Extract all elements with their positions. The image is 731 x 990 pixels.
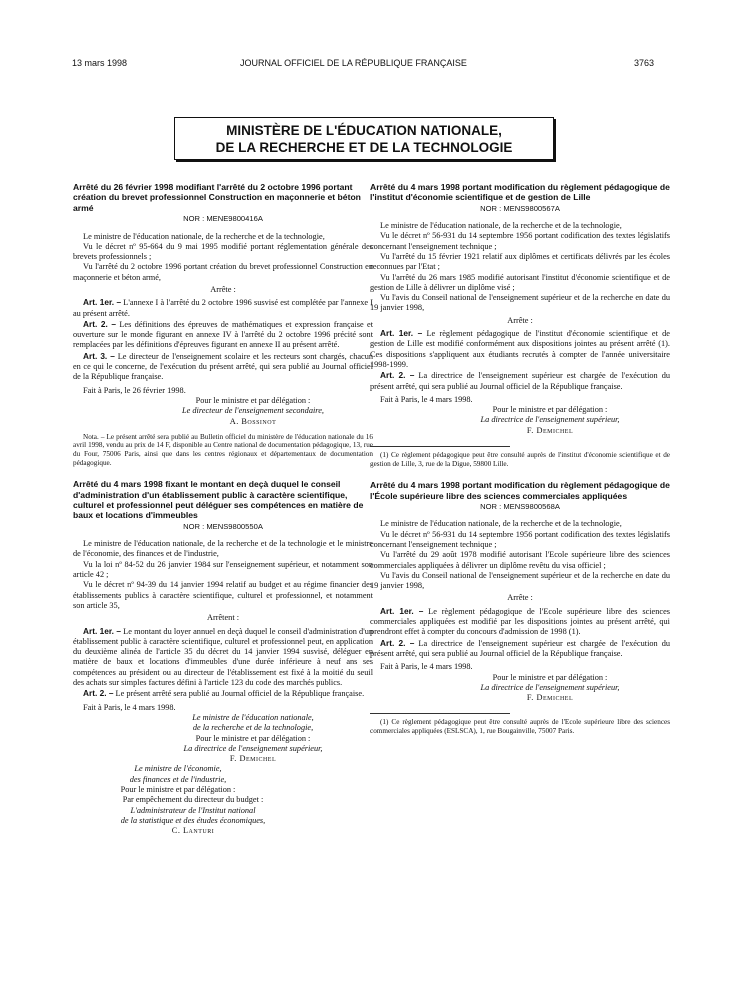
article-1	[73, 297, 373, 319]
article-2	[370, 638, 670, 660]
signature-line	[73, 806, 373, 816]
nor-reference: NOR : MENE9800416A	[183, 214, 263, 224]
signature-line: Pour le ministre et par délégation :	[195, 733, 311, 743]
signature-line: Par empêchement du directeur du budget :	[122, 795, 264, 805]
signature-line	[73, 816, 373, 826]
paragraph: Vu la loi nº 84-52 du 26 janvier 1984 sur l'enseignement supérieur, et notamment son article 42 ;	[73, 559, 373, 580]
paragraph: Vu l'arrêté du 2 octobre 1996 portant création du brevet professionnel Construction en maçonnerie et béton armé,	[73, 262, 373, 282]
signature-line	[73, 723, 373, 733]
decree-title: Arrêté du 4 mars 1998 portant modification du règlement pédagogique de l'École supérieure libre des sciences commerciales appliquées	[370, 480, 670, 501]
signature-date: Fait à Paris, le 4 mars 1998.	[380, 662, 473, 672]
ministry-heading	[174, 117, 554, 160]
article-text: Le directeur de l'enseignement scolaire et les recteurs sont chargés, chacun en ce qui le concerne, de l'exécution du présent arrêté, qui sera publié au Journal officiel de la République française.	[73, 351, 374, 382]
paragraph: Vu le décret nº 94-39 du 14 janvier 1994 relatif au budget et au régime financier des établissements publics à caractère scientifique, culturel et professionnel, et notamment son article 35,	[73, 580, 373, 610]
ministry-line-2: DE LA RECHERCHE ET DE LA TECHNOLOGIE	[215, 140, 513, 155]
article-label: Art. 1er. –	[83, 297, 122, 308]
article-3	[73, 351, 373, 383]
decree-title: Arrêté du 4 mars 1998 portant modification du règlement pédagogique de l'institut d'économie scientifique et de gestion de Lille	[370, 182, 670, 203]
signatory-title: des finances et de l'industrie,	[129, 774, 227, 784]
article-2	[73, 319, 373, 351]
signature-date: Fait à Paris, le 26 février 1998.	[83, 385, 186, 395]
decree-institut-lille	[370, 182, 670, 468]
signature-line: Pour le ministre et par délégation :	[120, 784, 236, 794]
right-column	[370, 182, 670, 748]
article-label: Art. 2. –	[380, 370, 415, 381]
footnote-divider	[370, 446, 510, 447]
decree-baux-locations	[73, 479, 373, 836]
article-text: Le règlement pédagogique de l'Ecole supérieure libre des sciences commerciales appliquées est modifié par les dispositions jointes au présent arrêté, qui prendront effet à compter du concours d'admission de 1998 (1).	[370, 606, 670, 637]
arrete-label: Arrête :	[210, 285, 236, 294]
article-label: Art. 2. –	[380, 637, 415, 648]
nota-note: Nota. – Le présent arrêté sera publié au Bulletin officiel du ministère de l'éducation nationale du 16 avril 1998, vendu au prix de 14 F, disponible au Centre national de documentation pédagogique, 13, rue du Four, 75006 Paris, ainsi que dans les centres régionaux et départementaux de documentation pédagogique.	[73, 432, 373, 467]
ministry-line-1: MINISTÈRE DE L'ÉDUCATION NATIONALE,	[226, 123, 502, 138]
signature-line: Pour le ministre et par délégation :	[492, 405, 608, 415]
paragraph: Vu l'arrêté du 29 août 1978 modifié autorisant l'Ecole supérieure libre des sciences commerciales appliquées à délivrer un diplôme revêtu du visa officiel ;	[370, 550, 670, 570]
signature-line	[370, 683, 670, 693]
signatory-title: de la statistique et des études économiques,	[120, 815, 266, 825]
paragraph: Vu le décret nº 56-931 du 14 septembre 1956 portant codification des textes législatifs concernant l'enseignement technique ;	[370, 231, 670, 251]
article-2	[370, 370, 670, 392]
signature-line: Pour le ministre et par délégation :	[195, 395, 311, 405]
arrete-label: Arrêtent :	[206, 613, 240, 623]
article-text: L'annexe I à l'arrêté du 2 octobre 1996 susvisé est complétée par l'annexe I au présent arrêté.	[73, 298, 373, 318]
decree-title: Arrêté du 26 février 1998 modifiant l'arrêté du 2 octobre 1996 portant création du brevet professionnel Construction en maçonnerie et béton armé	[73, 182, 361, 213]
signatory-title: La directrice de l'enseignement supérieur,	[480, 415, 620, 425]
nor-reference: NOR : MENS9800568A	[480, 502, 560, 512]
signatory-name: F. Demichel	[526, 693, 574, 703]
header-journal-title: JOURNAL OFFICIEL DE LA RÉPUBLIQUE FRANÇAISE	[240, 58, 467, 68]
signatory-name: F. Demichel	[229, 754, 277, 764]
article-text: Le montant du loyer annuel en deçà duquel le conseil d'administration d'un établissement public à caractère scientifique, culturel et professionnel peut, en application du deuxième alinéa de l'article 35 du décret du 14 janvier 1994 susvisé, déléguer en matière de baux et locations d'immeubles d'une durée inférieure à neuf ans ses compétences au président ou au directeur de l'établissement est fixé à la moitié du seuil des achats sur simples factures défini à l'article 123 du code des marchés publics.	[73, 626, 373, 688]
signatory-name: C. Lanturi	[171, 826, 215, 836]
arrete-label: Arrête :	[507, 593, 533, 603]
signatory-title: L'administrateur de l'Institut national	[130, 805, 256, 815]
signature-date: Fait à Paris, le 4 mars 1998.	[83, 702, 176, 712]
signature-line	[370, 415, 670, 425]
signature-line	[73, 744, 373, 754]
article-2	[73, 688, 373, 699]
signatory-title: La directrice de l'enseignement supérieur,	[183, 743, 323, 753]
article-1	[370, 328, 670, 370]
signature-line: Pour le ministre et par délégation :	[492, 672, 608, 682]
nor-reference: NOR : MENS9800550A	[183, 521, 263, 531]
signatory-title: Le directeur de l'enseignement secondaire,	[182, 406, 324, 416]
article-text: Le règlement pédagogique de l'institut d'économie scientifique et de gestion de Lille est modifié conformément aux dispositions jointes au présent arrêté (1). Ces dispositions s'appliquent aux étudiants recrutés à compter de l'année universitaire 1998-1999.	[370, 329, 670, 369]
decree-eslsca	[370, 480, 670, 735]
article-label: Art. 1er. –	[83, 625, 121, 636]
paragraph: Vu le décret nº 95-664 du 9 mai 1995 modifié portant réglementation générale des brevets professionnels ;	[73, 241, 373, 262]
decree-brevet-professionnel	[73, 182, 373, 467]
article-1	[73, 626, 373, 689]
article-label: Art. 2. –	[83, 688, 114, 699]
header-date: 13 mars 1998	[72, 58, 128, 68]
page-header	[0, 0, 731, 68]
paragraph: Le ministre de l'éducation nationale, de la recherche et de la technologie et le ministre de l'économie, des finances et de l'industrie,	[73, 539, 373, 559]
footnote: (1) Ce règlement pédagogique peut être consulté auprès de l'institut d'économie scientifique et de gestion de Lille, 3, rue de la Digue, 59800 Lille.	[370, 451, 670, 468]
footnote-divider	[370, 713, 510, 714]
signatory-title: Le ministre de l'économie,	[134, 764, 222, 774]
nor-reference: NOR : MENS9800567A	[480, 203, 560, 213]
paragraph: Vu l'arrêté du 26 mars 1985 modifié autorisant l'institut d'économie scientifique et de gestion de Lille à délivrer un diplôme visé ;	[370, 272, 670, 292]
paragraph: Le ministre de l'éducation nationale, de la recherche et de la technologie,	[380, 221, 622, 231]
signature-line	[73, 764, 373, 774]
signature-line	[73, 406, 373, 416]
article-label: Art. 1er. –	[380, 605, 424, 616]
footnote: (1) Ce règlement pédagogique peut être consulté auprès de l'Ecole supérieure libre des sciences commerciales appliquées (ESLSCA), 1, rue Bougainville, 75007 Paris.	[370, 718, 670, 735]
article-text: La directrice de l'enseignement supérieur est chargée de l'exécution du présent arrêté, qui sera publié au Journal officiel de la République française.	[370, 371, 671, 391]
signatory-title: La directrice de l'enseignement supérieur,	[480, 682, 620, 692]
signatory-name: A. Bossinot	[229, 416, 277, 426]
paragraph: Le ministre de l'éducation nationale, de la recherche et de la technologie,	[83, 231, 325, 241]
signature-line	[73, 713, 373, 723]
signature-line	[73, 775, 373, 785]
signatory-title: Le ministre de l'éducation nationale,	[192, 712, 314, 722]
arrete-label: Arrête :	[507, 315, 533, 325]
left-column	[73, 182, 373, 848]
paragraph: Vu le décret nº 56-931 du 14 septembre 1956 portant codification des textes législatifs concernant l'enseignement technique ;	[370, 529, 670, 549]
signatory-title: de la recherche et de la technologie,	[192, 723, 314, 733]
signatory-name: F. Demichel	[526, 425, 574, 435]
decree-title: Arrêté du 4 mars 1998 fixant le montant en deçà duquel le conseil d'administration d'un établissement public à caractère scientifique, culturel et professionnel peut déléguer ses compétences en matière de baux et locations d'immeubles	[73, 479, 364, 521]
signature-date: Fait à Paris, le 4 mars 1998.	[380, 394, 473, 404]
paragraph: Vu l'avis du Conseil national de l'enseignement supérieur et de la recherche en date du 19 janvier 1998,	[370, 293, 670, 313]
article-text: Les définitions des épreuves de mathématiques et expression française et ouverture sur le monde figurant en annexe IV à l'arrêté du 2 octobre 1996 précité sont remplacées par les définitions d'épreuves figurant en annexe II au présent arrêté.	[73, 319, 373, 350]
article-1	[370, 606, 670, 638]
article-label: Art. 1er. –	[380, 328, 423, 339]
article-label: Art. 2. –	[83, 318, 116, 329]
paragraph: Vu l'arrêté du 15 février 1921 relatif aux diplômes et certificats délivrés par les écoles reconnues par l'Etat ;	[370, 252, 670, 272]
paragraph: Le ministre de l'éducation nationale, de la recherche et de la technologie,	[380, 519, 622, 529]
article-text: La directrice de l'enseignement supérieur est chargée de l'exécution du présent arrêté, qui sera publié au Journal officiel de la République française.	[370, 638, 671, 658]
article-label: Art. 3. –	[83, 350, 115, 361]
header-page-number: 3763	[634, 58, 655, 68]
article-text: Le présent arrêté sera publié au Journal officiel de la République française.	[113, 689, 365, 699]
paragraph: Vu l'avis du Conseil national de l'enseignement supérieur et de la recherche en date du 19 janvier 1998,	[370, 570, 670, 591]
